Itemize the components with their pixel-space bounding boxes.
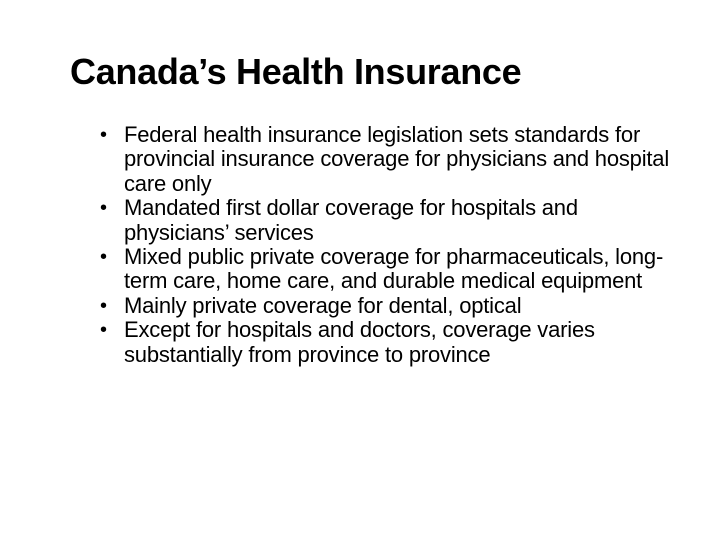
bullet-item <box>100 294 680 318</box>
bullet-text: Mixed public private coverage for pharmaceuticals, long-term care, home care, and durable medical equipment <box>124 244 664 294</box>
bullet-icon: • <box>100 319 107 342</box>
bullet-item <box>100 123 680 196</box>
bullet-icon: • <box>100 197 107 220</box>
bullet-text: Except for hospitals and doctors, coverage varies substantially from province to province <box>124 317 595 367</box>
bullet-text: Mandated first dollar coverage for hospitals and physicians’ services <box>124 195 578 245</box>
bullet-item <box>100 318 680 367</box>
bullet-list <box>100 123 680 367</box>
bullet-text: Mainly private coverage for dental, optical <box>124 292 522 318</box>
bullet-icon: • <box>100 294 107 317</box>
bullet-item <box>100 196 680 245</box>
bullet-icon: • <box>100 124 107 146</box>
slide-title: Canada’s Health Insurance <box>70 51 522 92</box>
bullet-text: Federal health insurance legislation sets standards for provincial insurance coverage for physicians and hospital care only <box>124 122 670 196</box>
bullet-icon: • <box>100 246 107 269</box>
bullet-item <box>100 245 680 294</box>
